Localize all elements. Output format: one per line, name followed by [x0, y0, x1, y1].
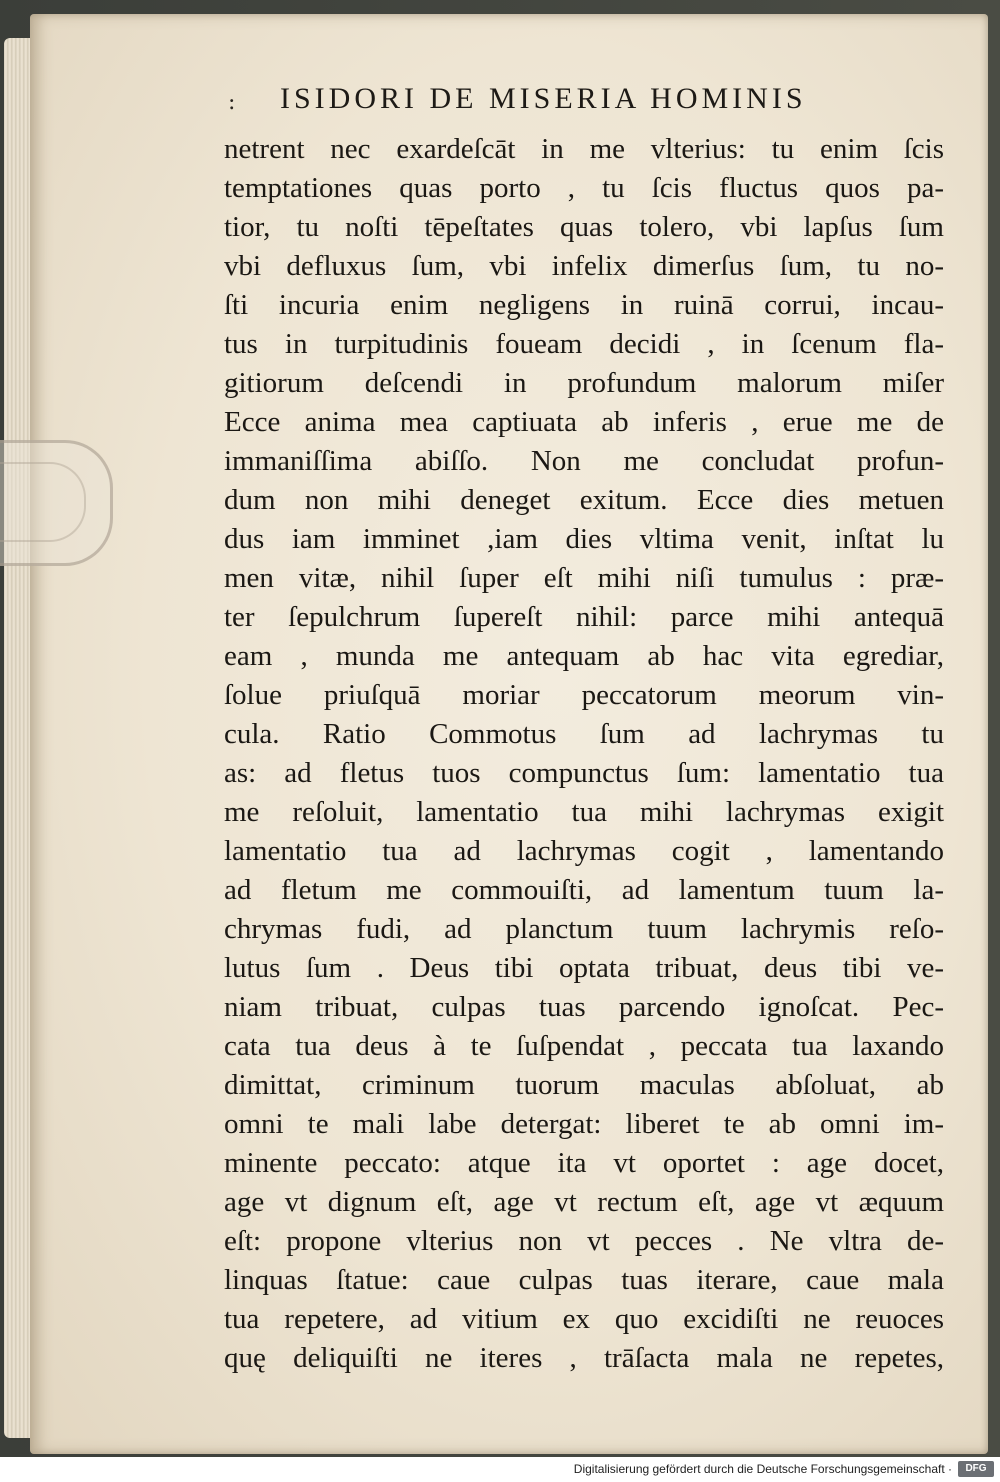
- dfg-logo: DFG: [958, 1461, 994, 1477]
- text-line: age vt dignum eſt, age vt rectum eſt, age vt æquum: [224, 1186, 944, 1218]
- text-line: chrymas fudi, ad planctum tuum lachrymis reſo-: [224, 913, 944, 945]
- text-line: vbi defluxus ſum, vbi infelix dimerſus ſum, tu no-: [224, 250, 944, 282]
- text-line: quę deliquiſti ne iteres , trāſacta mala ne repetes,: [224, 1342, 944, 1374]
- text-line: gitiorum deſcendi in profundum malorum miſer: [224, 367, 944, 399]
- text-line: ad fletum me commouiſti, ad lamentum tuum la-: [224, 874, 944, 906]
- text-line: me reſoluit, lamentatio tua mihi lachrymas exigit: [224, 796, 944, 828]
- text-line: as: ad fletus tuos compunctus ſum: lamentatio tua: [224, 757, 944, 789]
- running-head: ISIDORI DE MISERIA HOMINIS: [280, 82, 807, 115]
- text-line: tus in turpitudinis foueam decidi , in ſcenum fla-: [224, 328, 944, 360]
- text-line: Ecce anima mea captiuata ab inferis , erue me de: [224, 406, 944, 438]
- text-line: tior, tu noſti tēpeſtates quas tolero, vbi lapſus ſum: [224, 211, 944, 243]
- text-line: men vitæ, nihil ſuper eſt mihi niſi tumulus : præ-: [224, 562, 944, 594]
- text-line: ter ſepulchrum ſupereſt nihil: parce mihi antequā: [224, 601, 944, 633]
- text-line: lutus ſum . Deus tibi optata tribuat, deus tibi ve-: [224, 952, 944, 984]
- footer-bar: [0, 1457, 1000, 1482]
- page-clip-inner: [0, 462, 86, 542]
- text-line: ſolue priuſquā moriar peccatorum meorum vin-: [224, 679, 944, 711]
- text-line: ſti incuria enim negligens in ruinā corrui, incau-: [224, 289, 944, 321]
- text-line: cata tua deus à te ſuſpendat , peccata tua laxando: [224, 1030, 944, 1062]
- text-line: niam tribuat, culpas tuas parcendo ignoſcat. Pec-: [224, 991, 944, 1023]
- running-head-mark: :: [228, 90, 236, 115]
- text-line: tua repetere, ad vitium ex quo excidiſti ne reuoces: [224, 1303, 944, 1335]
- text-line: dimittat, criminum tuorum maculas abſoluat, ab: [224, 1069, 944, 1101]
- text-line: lamentatio tua ad lachrymas cogit , lamentando: [224, 835, 944, 867]
- text-line: netrent nec exardeſcāt in me vlterius: tu enim ſcis: [224, 133, 944, 165]
- text-line: linquas ſtatue: caue culpas tuas iterare, caue mala: [224, 1264, 944, 1296]
- text-block: [224, 130, 944, 1378]
- text-line: eſt: propone vlterius non vt pecces . Ne vltra de-: [224, 1225, 944, 1257]
- text-line: minente peccato: atque ita vt oportet : age docet,: [224, 1147, 944, 1179]
- footer-credit: Digitalisierung gefördert durch die Deutsche Forschungsgemeinschaft ·: [573, 1462, 952, 1476]
- text-line: dum non mihi deneget exitum. Ecce dies metuen: [224, 484, 944, 516]
- text-line: eam , munda me antequam ab hac vita egrediar,: [224, 640, 944, 672]
- text-line: cula. Ratio Commotus ſum ad lachrymas tu: [224, 718, 944, 750]
- text-line: dus iam imminet ,iam dies vltima venit, inſtat lu: [224, 523, 944, 555]
- text-line: omni te mali labe detergat: liberet te ab omni im-: [224, 1108, 944, 1140]
- text-line: immaniſſima abiſſo. Non me concludat profun-: [224, 445, 944, 477]
- text-line: temptationes quas porto , tu ſcis fluctus quos pa-: [224, 172, 944, 204]
